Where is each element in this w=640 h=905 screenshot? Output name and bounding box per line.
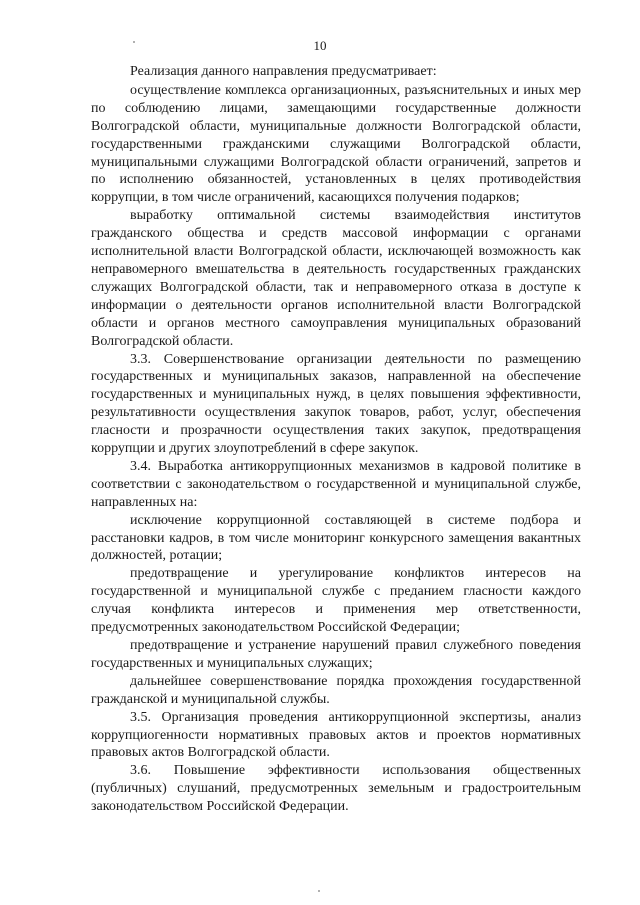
section-3-5: 3.5. Организация проведения антикоррупционной экспертизы, анализ коррупциогенности нормативных правовых актов и проектов нормативных правовых актов Волгоградской области. — [91, 709, 581, 761]
paragraph-item-3: исключение коррупционной составляющей в системе подбора и расстановки кадров, в том числе мониторинг конкурсного замещения вакантных должностей, ротации; — [91, 512, 581, 564]
paragraph-item-6: дальнейшее совершенствование порядка прохождения государственной гражданской и муниципальной службы. — [91, 673, 581, 707]
section-3-4: 3.4. Выработка антикоррупционных механизмов в кадровой политике в соответствии с законодательством о государственной и муниципальной службе, направленных на: — [91, 458, 581, 510]
page-number: 10 — [313, 38, 327, 53]
scan-speck — [318, 890, 320, 892]
body-text — [91, 63, 581, 816]
paragraph-item-2: выработку оптимальной системы взаимодействия институтов гражданского общества и средств массовой информации с органами исполнительной власти Волгоградской области, исключающей возможность как неправомерного вмешательства в деятельность государственных гражданских служащих Волгоградской области, так и неправомерного отказа в доступе к информации о деятельности органов исполнительной власти Волгоградской области и органов местного самоуправления муниципальных образований Волгоградской области. — [91, 208, 581, 349]
paragraph-item-5: предотвращение и устранение нарушений правил служебного поведения государственных и муниципальных служащих; — [91, 638, 581, 671]
paragraph-item-1: осуществление комплекса организационных, разъяснительных и иных мер по соблюдению лицами, замещающими государственные должности Волгоградской области, муниципальные должности Волгоградской области, государственными гражданскими служащими Волгоградской области, муниципальными служащими Волгоградской области ограничений, запретов и по исполнению обязанностей, установленных в целях противодействия коррупции, в том числе ограничений, касающихся получения подарков; — [91, 82, 581, 206]
paragraph-item-4: предотвращение и урегулирование конфликтов интересов на государственной и муниципальной службе с преданием гласности каждого случая конфликта интересов и применения мер ответственности, предусмотренных законодательством Российской Федерации; — [91, 566, 581, 636]
section-3-6: 3.6. Повышение эффективности использования общественных (публичных) слушаний, предусмотренных земельным и градостроительным законодательством Российской Федерации. — [91, 763, 581, 815]
intro-paragraph: Реализация данного направления предусматривает: — [130, 64, 437, 79]
section-3-3: 3.3. Совершенствование организации деятельности по размещению государственных и муниципальных заказов, направленной на обеспечение государственных и муниципальных нужд, в целях повышения эффективности, результативности осуществления закупок товаров, работ, услуг, обеспечения гласности и прозрачности осуществления таких закупок, предотвращения коррупции и других злоупотреблений в сфере закупок. — [91, 351, 581, 457]
